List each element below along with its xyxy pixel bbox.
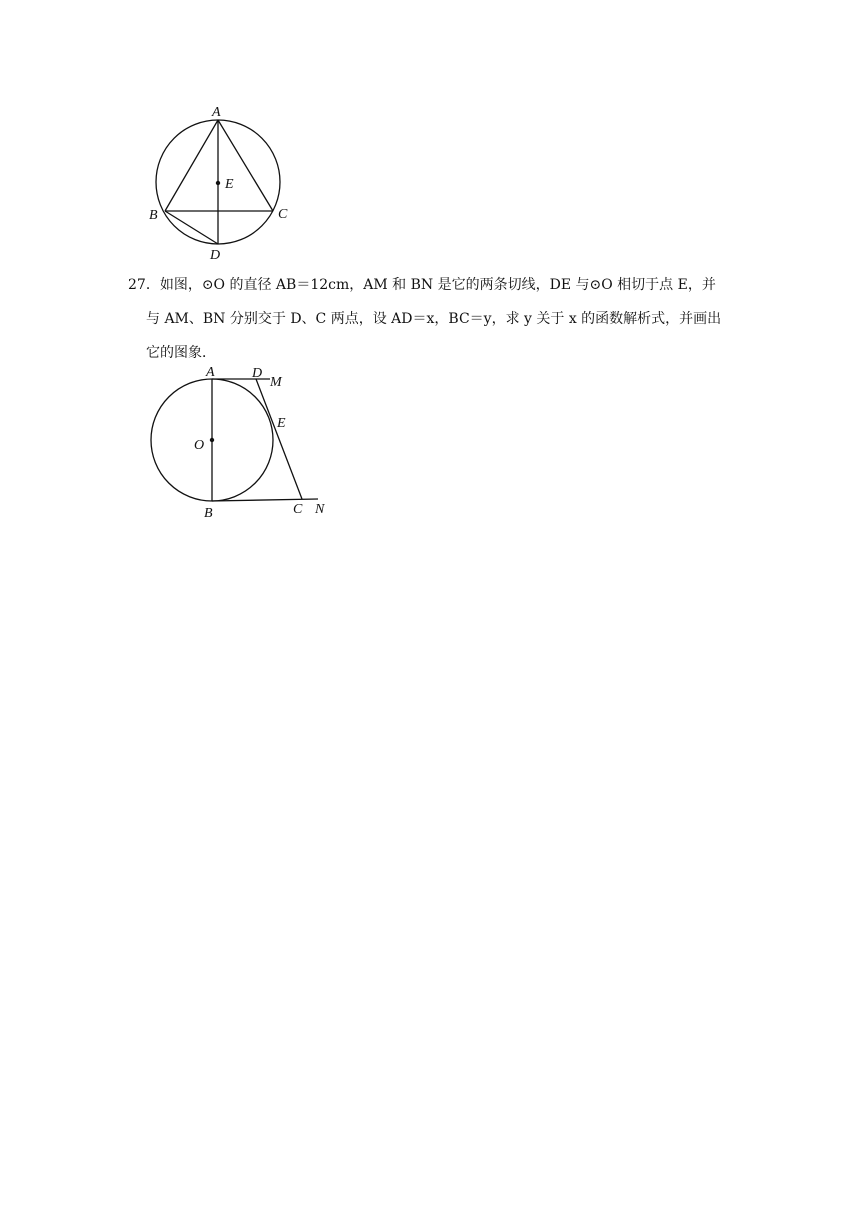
problem-number: 27． xyxy=(128,277,160,293)
label-c: C xyxy=(293,502,303,517)
label-a: A xyxy=(206,365,215,380)
label-b: B xyxy=(149,208,158,223)
problem-line-1: 如图，⊙O 的直径 AB＝12cm，AM 和 BN 是它的两条切线，DE 与⊙O 相切于点 E，并 xyxy=(159,277,716,293)
label-m: M xyxy=(270,375,282,390)
point-o xyxy=(210,438,214,442)
label-a: A xyxy=(212,105,221,120)
segment-ab xyxy=(165,120,218,211)
label-o: O xyxy=(194,438,205,453)
problem-line-2: 与 AM、BN 分别交于 D、C 两点，设 AD＝x，BC＝y，求 y 关于 x 的函数解析式，并画出 xyxy=(146,311,722,327)
tangent-dc xyxy=(256,379,302,499)
label-d: D xyxy=(210,248,221,263)
label-e: E xyxy=(277,416,286,431)
segment-bd xyxy=(165,211,218,244)
figure-tangent-lines xyxy=(140,360,340,520)
segment-ac xyxy=(218,120,273,211)
point-e xyxy=(216,181,220,185)
label-e: E xyxy=(225,177,234,192)
label-b: B xyxy=(204,506,213,520)
figure-triangle-in-circle xyxy=(140,100,300,265)
label-d: D xyxy=(252,366,263,381)
label-c: C xyxy=(278,207,288,222)
label-n: N xyxy=(315,502,325,517)
problem-27 xyxy=(128,268,728,370)
problem-line-3: 它的图象． xyxy=(146,345,216,361)
